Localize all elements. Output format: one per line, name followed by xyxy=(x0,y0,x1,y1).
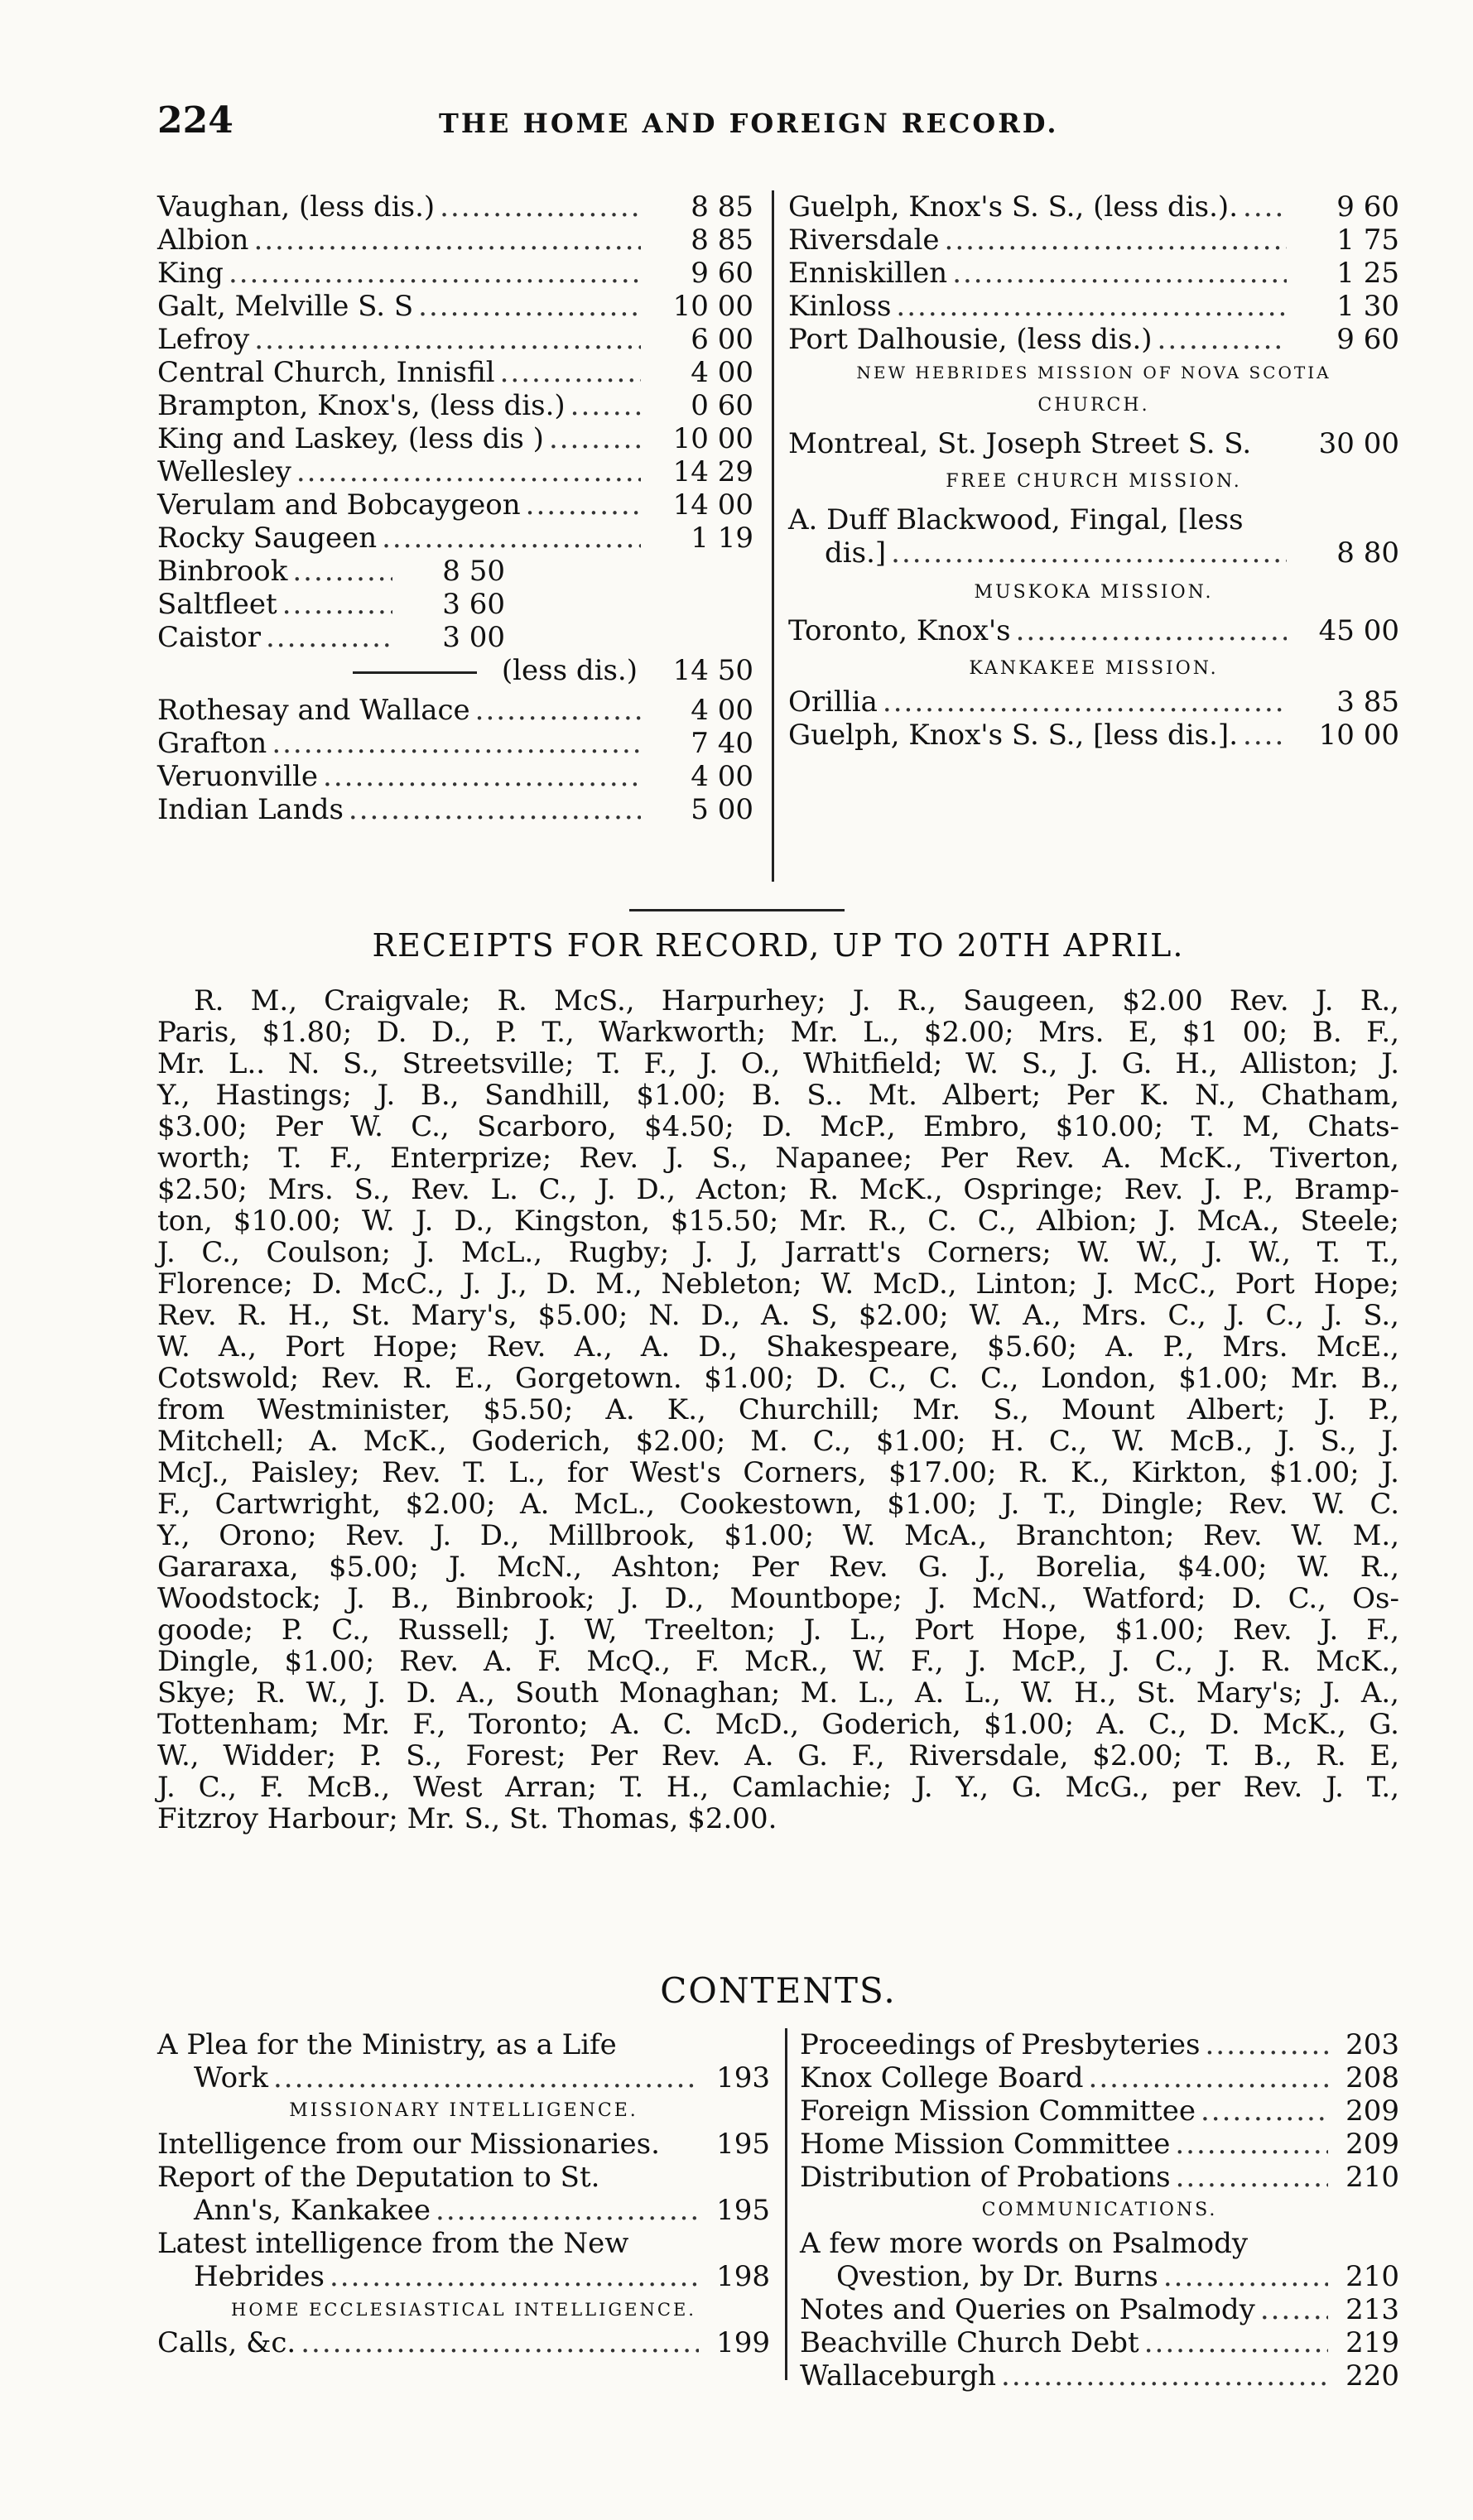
entry-amount: 10 00 xyxy=(1318,719,1399,752)
entry-label: Wallaceburgh xyxy=(800,2359,997,2393)
entry-row xyxy=(800,2028,1399,2061)
receipt-line: J. C., F. McB., West Arran; T. H., Camlachie; J. Y., G. McG., per Rev. J. T., xyxy=(157,1771,1399,1804)
grouped-entries xyxy=(157,555,753,694)
group-rule xyxy=(353,671,477,674)
entry-label: Saltfleet xyxy=(157,588,277,621)
entry-amount: 3 60 xyxy=(442,588,505,621)
receipts-paragraph xyxy=(157,985,1399,1929)
contents-entry xyxy=(157,2194,770,2227)
entry-amount: 45 00 xyxy=(1318,614,1399,647)
entry-label: Albion xyxy=(157,224,249,257)
entry-amount: 6 00 xyxy=(691,323,753,356)
entry-amount: 1 25 xyxy=(1336,257,1399,290)
receipt-line: Y., Orono; Rev. J. D., Millbrook, $1.00; W. McA., Branchton; Rev. W. M., xyxy=(157,1519,1399,1552)
entry-row xyxy=(788,323,1399,356)
entry-label: Guelph, Knox's S. S., [less dis.]. xyxy=(788,719,1239,752)
contents-entry xyxy=(800,2260,1399,2293)
entry-label: Vaughan, (less dis.) xyxy=(157,190,436,224)
receipt-line: Mitchell; A. McK., Goderich, $2.00; M. C., $1.00; H. C., W. McB., J. S., J. xyxy=(157,1425,1399,1458)
entry-row xyxy=(157,488,753,522)
entry-label: Beachville Church Debt xyxy=(800,2326,1139,2359)
entry-amount: 3 85 xyxy=(1336,685,1399,719)
entry-row xyxy=(157,356,753,389)
receipt-line: J. C., Coulson; J. McL., Rugby; J. J, Jarratt's Corners; W. W., J. W., T. T., xyxy=(157,1236,1399,1269)
receipt-line: McJ., Paisley; Rev. T. L., for West's Corners, $17.00; R. K., Kirkton, $1.00; J. xyxy=(157,1456,1399,1489)
entry-amount: 208 xyxy=(1345,2061,1399,2094)
entry-amount: 3 00 xyxy=(442,621,505,654)
entry-row xyxy=(788,422,1399,465)
entry-amount: 4 00 xyxy=(691,694,753,727)
receipt-line: Florence; D. McC., J. J., D. M., Nebleton; W. McD., Linton; J. McC., Port Hope; xyxy=(157,1267,1399,1301)
entry-amount: 209 xyxy=(1345,2094,1399,2128)
contents-entry-label: Calls, &c. xyxy=(157,2326,296,2359)
group-total-label: (less dis.) xyxy=(501,654,638,687)
entry-row xyxy=(157,555,505,588)
entry-label: Caistor xyxy=(157,621,261,654)
entry-amount: 30 00 xyxy=(1318,427,1399,460)
column-divider xyxy=(772,190,774,882)
entry-label: Toronto, Knox's xyxy=(788,614,1011,647)
entry-row xyxy=(157,793,753,826)
entry-amount: 219 xyxy=(1345,2326,1399,2359)
section-rule xyxy=(629,909,845,911)
contents-entry-line: Latest intelligence from the New xyxy=(157,2227,629,2260)
contents-right-column xyxy=(800,2028,1399,2393)
entry-row xyxy=(800,2293,1399,2326)
entry-row xyxy=(157,224,753,257)
entry-label: Montreal, St. Joseph Street S. S. xyxy=(788,427,1252,460)
entry-row xyxy=(157,257,753,290)
entry-amount: 10 00 xyxy=(672,290,753,323)
entry-row xyxy=(800,2359,1399,2393)
entry-amount: 8 80 xyxy=(1336,536,1399,570)
entry-amount: 9 60 xyxy=(1336,323,1399,356)
contents-heading-missionary: MISSIONARY INTELLIGENCE. xyxy=(289,2100,638,2121)
contents-entry xyxy=(157,2061,770,2094)
entry-amount: 7 40 xyxy=(691,727,753,760)
entry-label: Rocky Saugeen xyxy=(157,522,378,555)
contents-title: CONTENTS. xyxy=(660,1970,897,2011)
contents-entry xyxy=(157,2128,770,2161)
entry-row xyxy=(800,2128,1399,2161)
contents-entry-line: A few more words on Psalmody xyxy=(800,2227,1249,2260)
contents-entry-label: Intelligence from our Missionaries. xyxy=(157,2128,660,2161)
entry-row xyxy=(157,727,753,760)
contents-entry-page: 210 xyxy=(1345,2260,1399,2293)
receipt-line: Skye; R. W., J. D. A., South Monaghan; M. L., A. L., W. H., St. Mary's; J. A., xyxy=(157,1676,1399,1710)
contents-entry xyxy=(157,2260,770,2293)
entry-amount: 220 xyxy=(1345,2359,1399,2393)
receipt-line: worth; T. F., Enterprize; Rev. J. S., Napanee; Per Rev. A. McK., Tiverton, xyxy=(157,1142,1399,1175)
column-divider xyxy=(785,2028,787,2380)
entry-amount: 10 00 xyxy=(672,422,753,455)
entry-label: Rothesay and Wallace xyxy=(157,694,470,727)
entry-label: Central Church, Innisfil xyxy=(157,356,495,389)
entry-label: King xyxy=(157,257,224,290)
entry-row xyxy=(157,389,753,422)
running-title: THE HOME AND FOREIGN RECORD. xyxy=(439,108,1059,139)
entry-row xyxy=(800,2061,1399,2094)
entry-amount: 8 85 xyxy=(691,190,753,224)
contents-entry-label: Qvestion, by Dr. Burns xyxy=(836,2260,1158,2293)
receipt-line: Dingle, $1.00; Rev. A. F. McQ., F. McR., W. F., J. McP., J. C., J. R. McK., xyxy=(157,1645,1399,1678)
entry-row xyxy=(800,2326,1399,2359)
contents-entry-label: Hebrides xyxy=(194,2260,325,2293)
contents-section xyxy=(157,2028,1399,2393)
contributions-right-column xyxy=(788,190,1399,752)
entry-row xyxy=(157,588,505,621)
section-heading-kankakee: KANKAKEE MISSION. xyxy=(969,658,1219,679)
entry-row xyxy=(788,536,1399,570)
section-heading-free-church: FREE CHURCH MISSION. xyxy=(946,471,1242,492)
entry-row xyxy=(788,224,1399,257)
entry-label: Enniskillen xyxy=(788,257,948,290)
contents-entry-line: A Plea for the Ministry, as a Life xyxy=(157,2028,617,2061)
entry-label: Home Mission Committee xyxy=(800,2128,1171,2161)
receipts-title: RECEIPTS FOR RECORD, UP TO 20TH APRIL. xyxy=(372,927,1185,964)
receipt-line: Tottenham; Mr. F., Toronto; A. C. McD., Goderich, $1.00; A. C., D. McK., G. xyxy=(157,1708,1399,1741)
entry-label: Distribution of Probations xyxy=(800,2161,1171,2194)
entry-row xyxy=(157,760,753,793)
entry-amount: 14 00 xyxy=(672,488,753,522)
entry-label: Notes and Queries on Psalmody xyxy=(800,2293,1255,2326)
group-total-amount: 14 50 xyxy=(672,654,753,687)
entry-label-multiline: A. Duff Blackwood, Fingal, [less xyxy=(788,503,1244,536)
page-number: 224 xyxy=(157,99,233,142)
receipt-line: Cotswold; Rev. R. E., Gorgetown. $1.00; D. C., C. C., London, $1.00; Mr. B., xyxy=(157,1362,1399,1395)
entry-label: Knox College Board xyxy=(800,2061,1084,2094)
contributions-section xyxy=(157,190,1399,886)
receipt-line: Y., Hastings; J. B., Sandhill, $1.00; B. S.. Mt. Albert; Per K. N., Chatham, xyxy=(157,1079,1399,1112)
receipt-line: Woodstock; J. B., Binbrook; J. D., Mountbope; J. McN., Watford; D. C., Os- xyxy=(157,1582,1399,1615)
entry-label: dis.] xyxy=(825,536,887,570)
entry-label: Port Dalhousie, (less dis.) xyxy=(788,323,1153,356)
entry-label: Proceedings of Presbyteries xyxy=(800,2028,1201,2061)
entry-label: Guelph, Knox's S. S., (less dis.). xyxy=(788,190,1239,224)
entry-row xyxy=(788,685,1399,719)
entry-label: Veruonville xyxy=(157,760,319,793)
receipt-line: goode; P. C., Russell; J. W, Treelton; J. L., Port Hope, $1.00; Rev. J. F., xyxy=(157,1613,1399,1647)
entry-row xyxy=(800,2161,1399,2194)
entry-row xyxy=(157,422,753,455)
contents-entry-label: Ann's, Kankakee xyxy=(194,2194,431,2227)
receipt-line: R. M., Craigvale; R. McS., Harpurhey; J. R., Saugeen, $2.00 Rev. J. R., xyxy=(194,984,1399,1017)
entry-row xyxy=(800,2094,1399,2128)
entry-amount: 4 00 xyxy=(691,356,753,389)
receipt-line: W., Widder; P. S., Forest; Per Rev. A. G. F., Riversdale, $2.00; T. B., R. E, xyxy=(157,1739,1399,1772)
entry-amount: 1 19 xyxy=(691,522,753,555)
contents-entry-page: 193 xyxy=(716,2061,770,2094)
receipt-line: Rev. R. H., St. Mary's, $5.00; N. D., A. S, $2.00; W. A., Mrs. C., J. C., J. S., xyxy=(157,1299,1399,1332)
entry-amount: 213 xyxy=(1345,2293,1399,2326)
receipt-line: Fitzroy Harbour; Mr. S., St. Thomas, $2.00. xyxy=(157,1802,777,1835)
entry-row xyxy=(788,719,1399,752)
entry-row xyxy=(788,190,1399,224)
entry-amount: 210 xyxy=(1345,2161,1399,2194)
entry-label: Indian Lands xyxy=(157,793,344,826)
contents-entry-page: 195 xyxy=(716,2194,770,2227)
receipt-line: Paris, $1.80; D. D., P. T., Warkworth; Mr. L., $2.00; Mrs. E, $1 00; B. F., xyxy=(157,1016,1399,1049)
contents-entry-page: 199 xyxy=(716,2326,770,2359)
entry-row xyxy=(788,290,1399,323)
entry-amount: 14 29 xyxy=(672,455,753,488)
receipt-line: $2.50; Mrs. S., Rev. L. C., J. D., Acton; R. McK., Ospringe; Rev. J. P., Bramp- xyxy=(157,1173,1399,1206)
entry-row xyxy=(157,522,753,555)
entry-label: King and Laskey, (less dis ) xyxy=(157,422,544,455)
contents-entry-page: 198 xyxy=(716,2260,770,2293)
entry-amount: 9 60 xyxy=(691,257,753,290)
contributions-left-column xyxy=(157,190,753,826)
entry-row xyxy=(157,694,753,727)
entry-label: Lefroy xyxy=(157,323,250,356)
entry-label: Kinloss xyxy=(788,290,892,323)
section-heading-new-hebrides-cont: CHURCH. xyxy=(1037,395,1150,416)
entry-label: Grafton xyxy=(157,727,267,760)
entry-label: Brampton, Knox's, (less dis.) xyxy=(157,389,566,422)
entry-row xyxy=(157,290,753,323)
entry-amount: 9 60 xyxy=(1336,190,1399,224)
group-total-row xyxy=(157,654,753,694)
receipt-line: Mr. L.. N. S., Streetsville; T. F., J. O., Whitfield; W. S., J. G. H., Alliston; J. xyxy=(157,1047,1399,1080)
entry-amount: 1 75 xyxy=(1336,224,1399,257)
contents-entry xyxy=(157,2326,770,2359)
contents-heading-communications: COMMUNICATIONS. xyxy=(981,2200,1218,2220)
receipt-line: $3.00; Per W. C., Scarboro, $4.50; D. McP., Embro, $10.00; T. M, Chats- xyxy=(157,1110,1399,1143)
entry-label: Riversdale xyxy=(788,224,940,257)
receipt-line: from Westminister, $5.50; A. K., Churchill; Mr. S., Mount Albert; J. P., xyxy=(157,1393,1399,1426)
contents-heading-home: HOME ECCLESIASTICAL INTELLIGENCE. xyxy=(231,2300,696,2320)
contents-left-column xyxy=(157,2028,770,2359)
receipt-line: F., Cartwright, $2.00; A. McL., Cookestown, $1.00; J. T., Dingle; Rev. W. C. xyxy=(157,1488,1399,1521)
receipt-line: Gararaxa, $5.00; J. McN., Ashton; Per Rev. G. J., Borelia, $4.00; W. R., xyxy=(157,1551,1399,1584)
contents-entry-line: Report of the Deputation to St. xyxy=(157,2161,600,2194)
page-header xyxy=(157,99,1399,157)
entry-row xyxy=(157,323,753,356)
contents-entry-label: Work xyxy=(194,2061,268,2094)
entry-label: Wellesley xyxy=(157,455,291,488)
entry-amount: 0 60 xyxy=(691,389,753,422)
receipt-line: W. A., Port Hope; Rev. A., A. D., Shakespeare, $5.60; A. P., Mrs. McE., xyxy=(157,1330,1399,1363)
entry-row xyxy=(157,455,753,488)
entry-amount: 1 30 xyxy=(1336,290,1399,323)
entry-amount: 203 xyxy=(1345,2028,1399,2061)
entry-amount: 209 xyxy=(1345,2128,1399,2161)
entry-row xyxy=(788,257,1399,290)
entry-row xyxy=(157,621,505,654)
entry-amount: 4 00 xyxy=(691,760,753,793)
entry-row xyxy=(788,609,1399,652)
entry-label: Galt, Melville S. S xyxy=(157,290,414,323)
entry-amount: 8 85 xyxy=(691,224,753,257)
entry-label: Verulam and Bobcaygeon xyxy=(157,488,521,522)
entry-label: Orillia xyxy=(788,685,878,719)
entry-label: Binbrook xyxy=(157,555,288,588)
section-heading-new-hebrides: NEW HEBRIDES MISSION OF NOVA SCOTIA xyxy=(856,363,1331,382)
section-heading-muskoka: MUSKOKA MISSION. xyxy=(974,582,1214,603)
entry-label: Foreign Mission Committee xyxy=(800,2094,1196,2128)
entry-row xyxy=(157,190,753,224)
entry-amount: 8 50 xyxy=(442,555,505,588)
contents-entry-page: 195 xyxy=(716,2128,770,2161)
receipt-line: ton, $10.00; W. J. D., Kingston, $15.50; Mr. R., C. C., Albion; J. McA., Steele; xyxy=(157,1205,1399,1238)
entry-amount: 5 00 xyxy=(691,793,753,826)
